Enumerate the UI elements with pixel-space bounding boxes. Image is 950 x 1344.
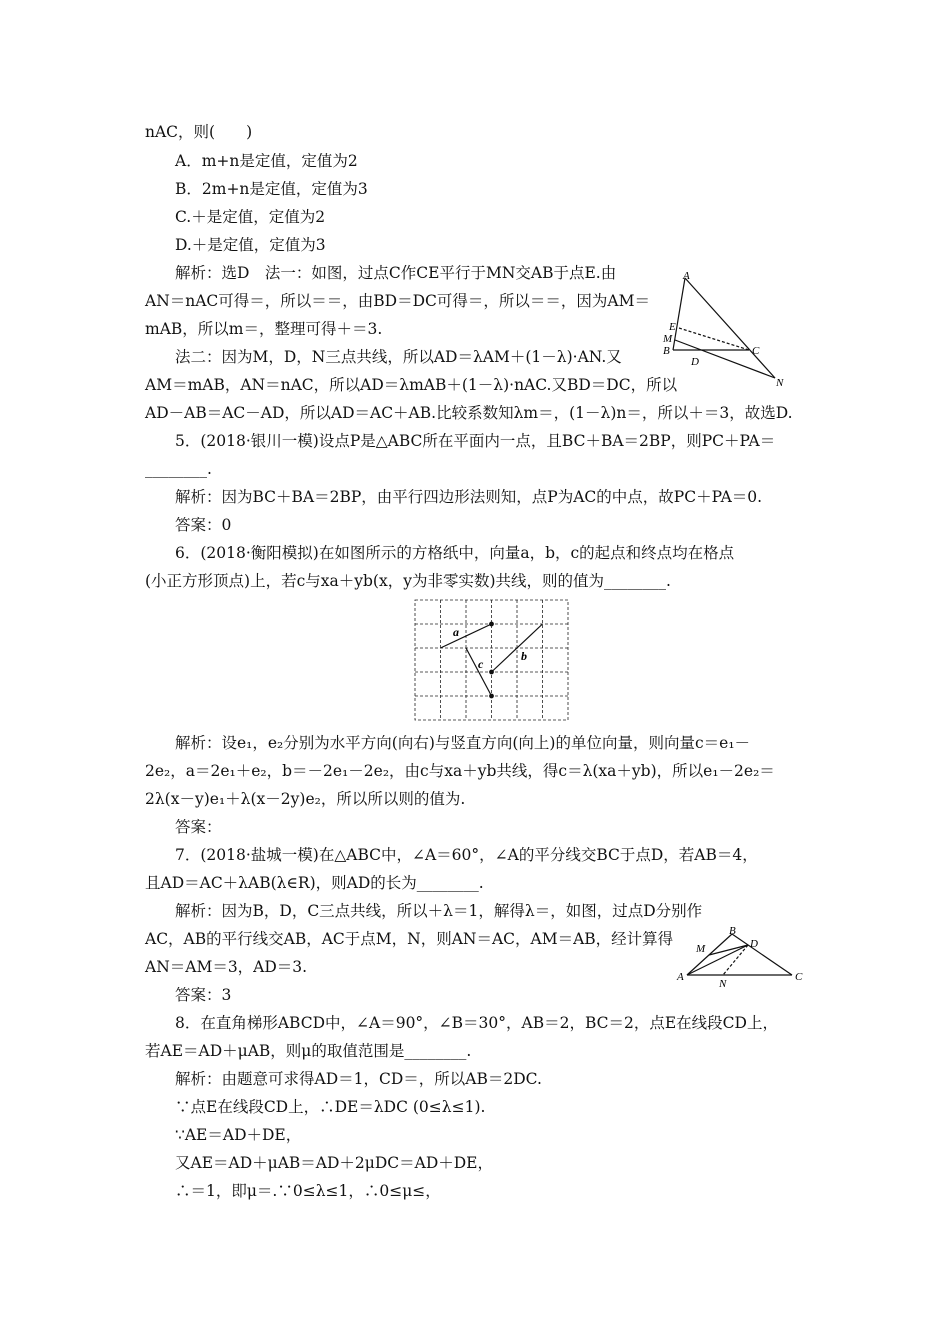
q4-triangle-figure <box>655 268 800 390</box>
vector-b-endpoint <box>490 670 494 674</box>
q7-solution-line: AC，AB的平行线交AB，AC于点M，N，则AN＝AC，AM＝AB，经计算得 <box>145 930 674 948</box>
vector-a-endpoint <box>490 622 494 626</box>
q7-solution-line: 解析：因为B，D，C三点共线，所以＋λ＝1，解得λ＝，如图，过点D分别作 <box>175 902 703 920</box>
q8-solution-line: ∴＝1，即μ＝.∵0≤λ≤1，∴0≤μ≤， <box>175 1182 441 1200</box>
q4-solution-line: AN＝nAC可得＝，所以＝＝，由BD＝DC可得＝，所以＝＝，因为AM＝ <box>145 292 650 310</box>
q5-stem: ________. <box>145 460 212 478</box>
segment-bc <box>732 934 792 975</box>
label-d: D <box>691 356 699 368</box>
q7-solution-line: AN＝AM＝3，AD＝3. <box>145 958 308 976</box>
label-e: E <box>669 321 676 333</box>
q4-solution-line: mAB，所以m＝，整理可得＋＝3. <box>145 320 383 338</box>
q8-solution-line: 又AE＝AD＋μAB＝AD＋2μDC＝AD＋DE， <box>175 1154 493 1172</box>
label-m: M <box>696 943 706 955</box>
label-n: N <box>776 377 784 389</box>
label-vector-b: b <box>521 649 527 663</box>
q4-stem-tail: nAC，则( ) <box>145 123 253 141</box>
segment-ab <box>673 278 685 350</box>
q7-answer: 答案：3 <box>175 986 232 1004</box>
q8-solution-line: ∵AE＝AD＋DE， <box>175 1126 302 1144</box>
q8-stem: 若AE＝AD＋μAB，则μ的取值范围是________. <box>145 1042 472 1060</box>
segment-mn <box>675 340 775 378</box>
q7-stem: 7．(2018·盐城一模)在△ABC中，∠A＝60°，∠A的平分线交BC于点D，若AB＝4， <box>175 846 758 864</box>
label-n: N <box>719 978 727 990</box>
vector-c-endpoint <box>490 694 494 698</box>
q4-solution-line: AM＝mAB，AN＝nAC，所以AD＝λmAB＋(1－λ)·nAC.又BD＝DC，所以 <box>145 376 678 394</box>
q4-solution-line: AD－AB＝AC－AD，所以AD＝AC＋AB.比较系数知λm＝，(1－λ)n＝，所以＋＝3，故选D. <box>145 404 793 422</box>
q4-solution-line: 解析：选D 法一：如图，过点C作CE平行于MN交AB于点E.由 <box>175 264 617 282</box>
q4-option-b: B．2m+n是定值，定值为3 <box>175 180 368 198</box>
q4-option-c: C.＋是定值，定值为2 <box>175 208 326 226</box>
label-m: M <box>663 333 673 345</box>
label-vector-a: a <box>453 625 459 639</box>
label-d: D <box>750 938 758 950</box>
q4-solution-line: 法二：因为M，D，N三点共线，所以AD＝λAM＋(1－λ)·AN.又 <box>175 348 622 366</box>
q8-solution-line: 解析：由题意可求得AD＝1，CD＝，所以AB＝2DC. <box>175 1070 542 1088</box>
q7-triangle-figure <box>674 925 814 990</box>
q6-answer: 答案： <box>175 818 222 836</box>
q4-option-d: D.＋是定值，定值为3 <box>175 236 326 254</box>
q8-stem: 8．在直角梯形ABCD中，∠A＝90°，∠B＝30°，AB＝2，BC＝2，点E在线段CD上， <box>175 1014 778 1032</box>
label-c: C <box>795 971 803 983</box>
q7-stem: 且AD＝AC＋λAB(λ∈R)，则AD的长为________. <box>145 874 484 892</box>
label-vector-c: c <box>478 657 484 671</box>
segment-ce-dashed <box>679 328 749 350</box>
label-a: A <box>683 270 690 282</box>
label-c: C <box>752 345 760 357</box>
q5-solution: 解析：因为BC＋BA＝2BP，由平行四边形法则知，点P为AC的中点，故PC＋PA＝0. <box>175 488 763 506</box>
q8-solution-line: ∵点E在线段CD上，∴DE＝λDC (0≤λ≤1). <box>175 1098 486 1116</box>
q6-grid-figure <box>412 598 572 723</box>
q6-stem: (小正方形顶点)上，若c与xa＋yb(x，y为非零实数)共线，则的值为________. <box>145 572 671 590</box>
label-a: A <box>677 971 684 983</box>
q4-option-a: A．m+n是定值，定值为2 <box>175 152 358 170</box>
q6-stem: 6．(2018·衡阳模拟)在如图所示的方格纸中，向量a，b，c的起点和终点均在格点 <box>175 544 735 562</box>
segment-dn-dashed <box>723 945 748 975</box>
q5-answer: 答案：0 <box>175 516 232 534</box>
q6-solution-line: 2e₂，a＝2e₁＋e₂，b＝－2e₁－2e₂，由c与xa＋yb共线，得c＝λ(xa＋yb)，所以e₁－2e₂＝ <box>145 762 775 780</box>
q6-solution-line: 解析：设e₁，e₂分别为水平方向(向右)与竖直方向(向上)的单位向量，则向量c＝e₁－ <box>175 734 751 752</box>
label-b: B <box>729 925 736 937</box>
q6-solution-line: 2λ(x－y)e₁＋λ(x－2y)e₂，所以所以则的值为. <box>145 790 466 808</box>
label-b: B <box>663 345 670 357</box>
q5-stem: 5．(2018·银川一模)设点P是△ABC所在平面内一点，且BC＋BA＝2BP，则PC＋PA＝ <box>175 432 776 450</box>
